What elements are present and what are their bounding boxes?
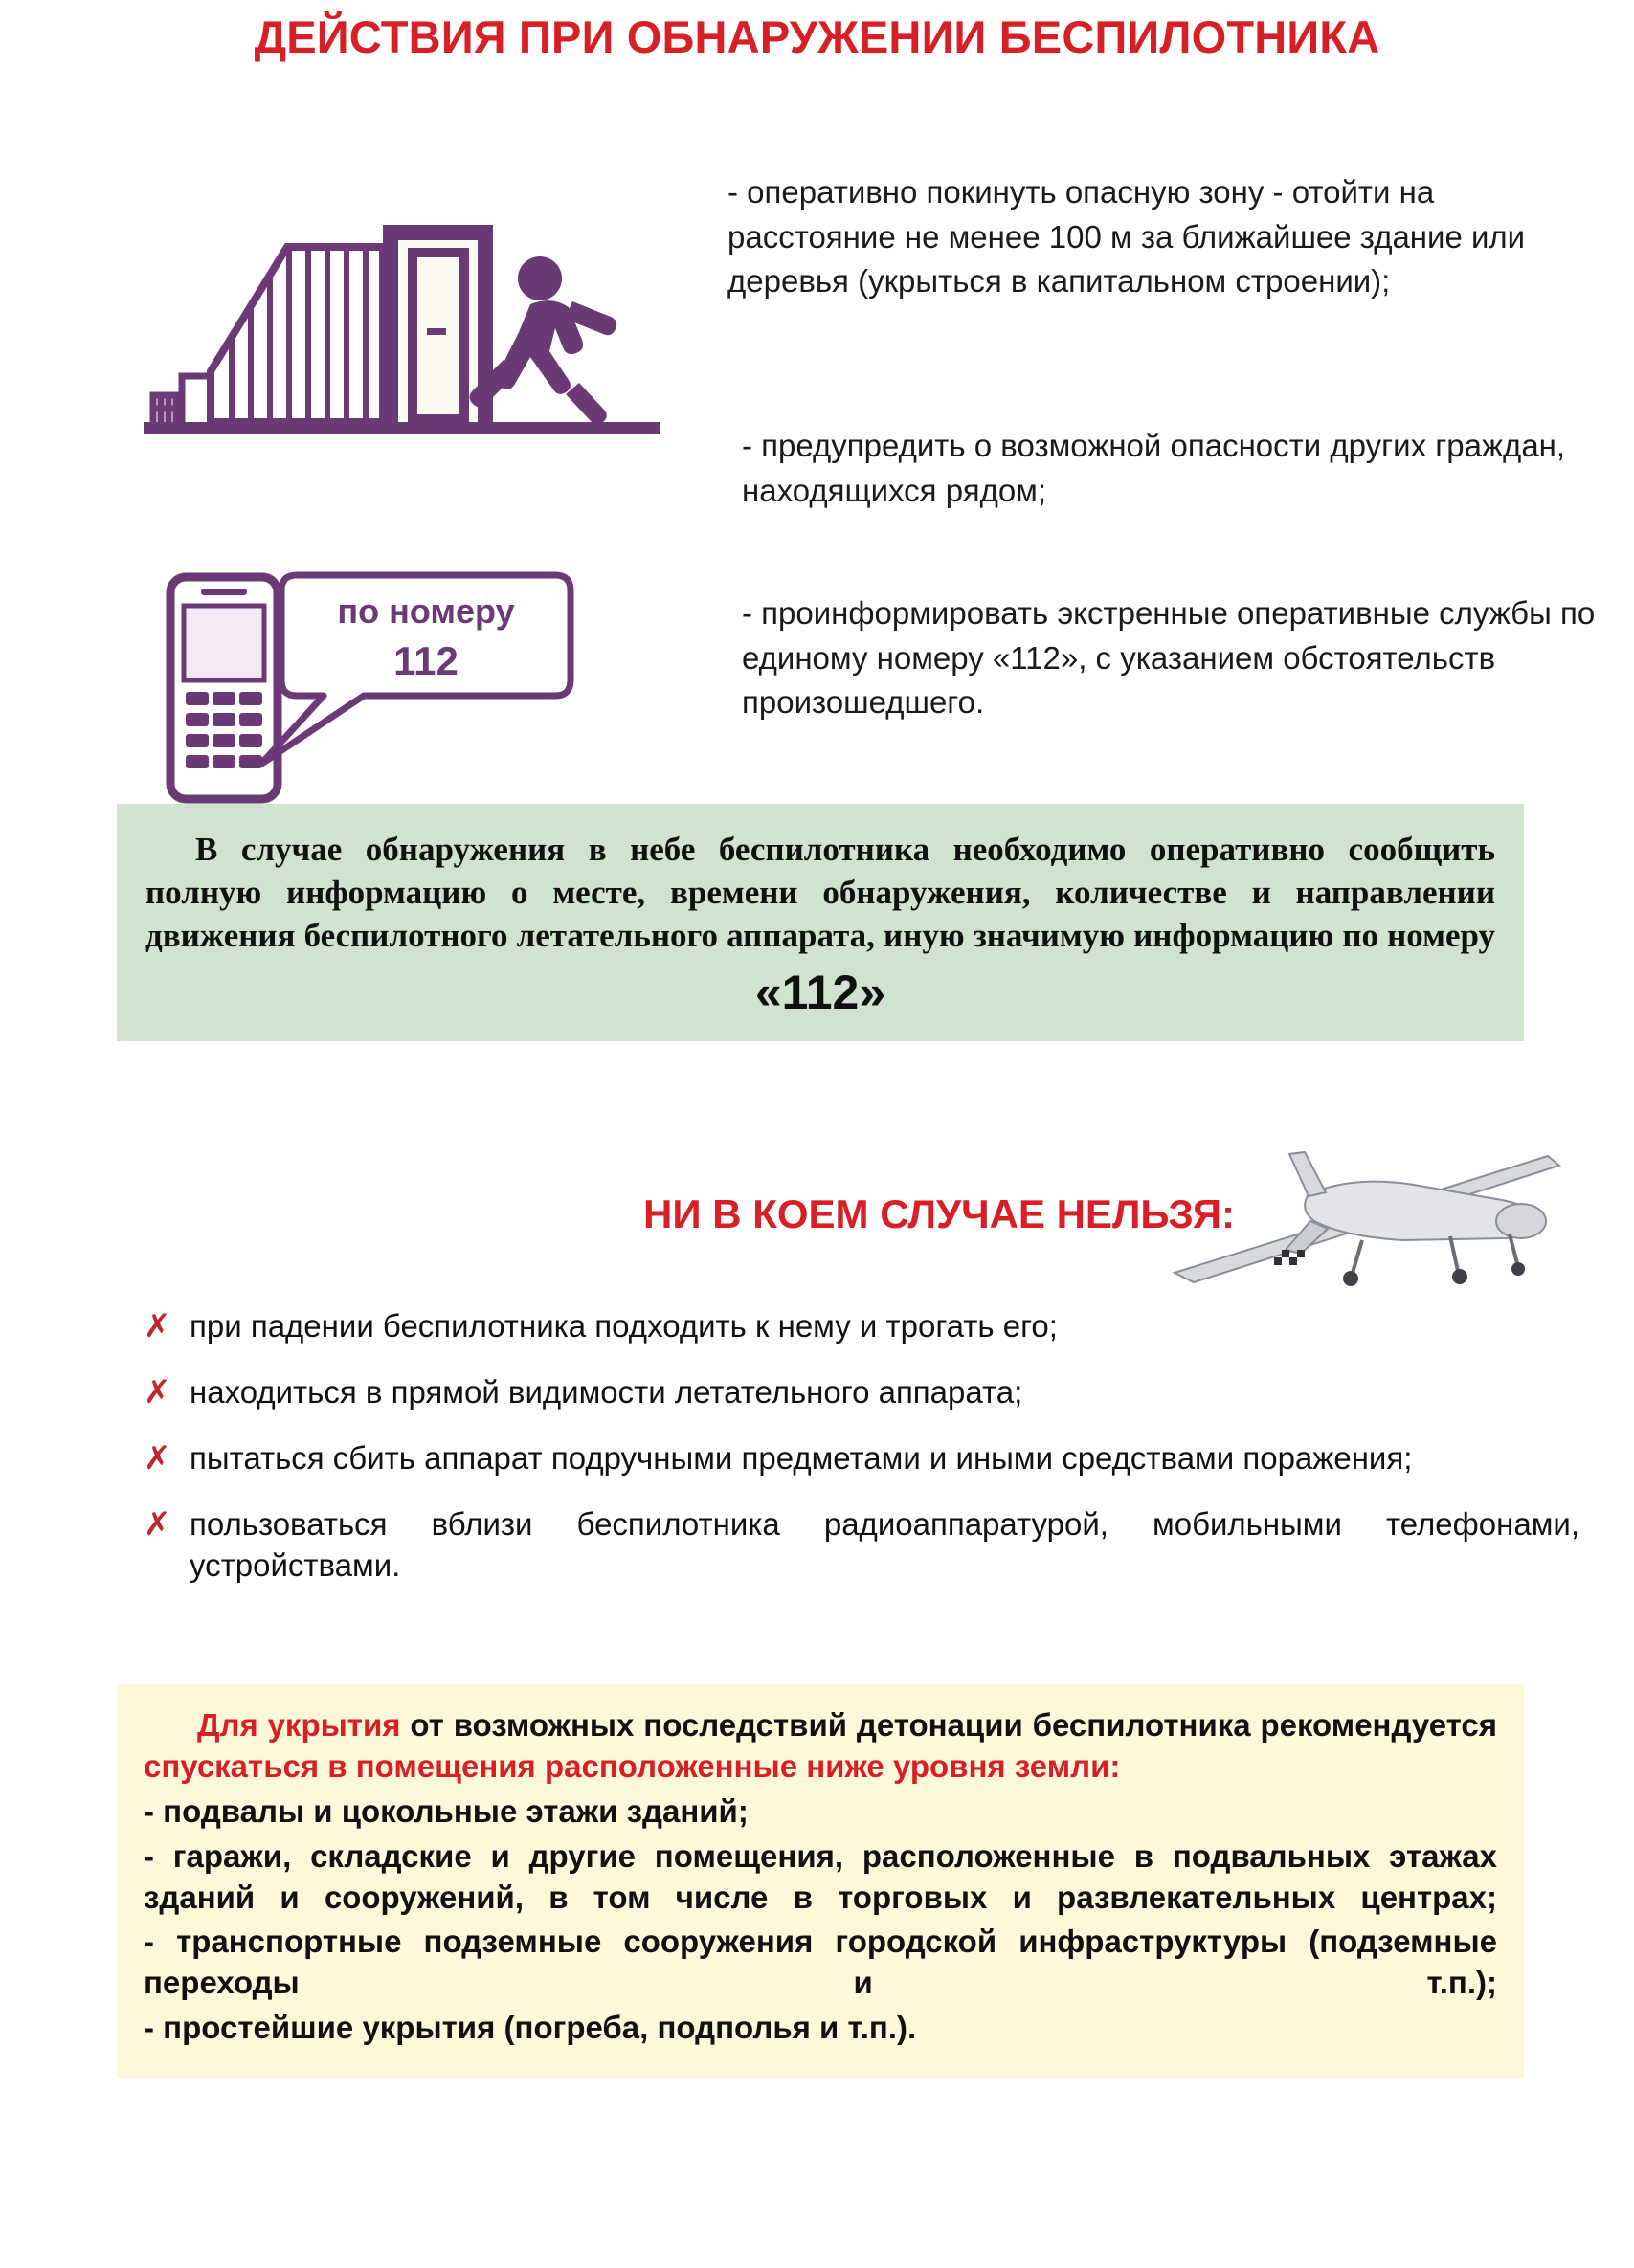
list-item <box>144 1504 1579 1587</box>
green-callout-number: «112» <box>754 966 886 1020</box>
forbidden-item-text: при падении беспилотника подходить к нему и трогать его; <box>190 1308 1058 1344</box>
forbidden-title: НИ В КОЕМ СЛУЧАЕ НЕЛЬЗЯ: <box>643 1191 1235 1236</box>
shelter-box <box>117 1684 1524 2078</box>
cross-icon: ✗ <box>144 1438 171 1478</box>
shelter-lead-black-2: рекомендуется <box>1260 1707 1498 1743</box>
shelter-lead-red-2: спускаться в помещения расположенные ниже уровня земли: <box>144 1747 1121 1784</box>
forbidden-list <box>144 1306 1579 1611</box>
action-item-1: - оперативно покинуть опасную зону - отойти на расстояние не менее 100 м за ближайшее здание или деревья (укрыться в капитальном строении); <box>727 174 1526 299</box>
top-section <box>0 60 1634 797</box>
phone-call-112-icon <box>153 567 689 816</box>
action-item-2: - предупредить о возможной опасности других граждан, находящихся рядом; <box>742 428 1566 508</box>
callout-number: 112 <box>393 638 459 684</box>
forbidden-item-text: пытаться сбить аппарат подручными предметами и иными средствами поражения; <box>190 1439 1413 1476</box>
list-item <box>144 1438 1579 1479</box>
shelter-item: - гаражи, складские и другие помещения, расположенные в подвальных этажах зданий и сооружений, в том числе в торговых и развлекательных центрах; <box>144 1837 1497 1915</box>
action-item-3: - проинформировать экстренные оперативные службы по единому номеру «112», с указанием обстоятельств произошедшего. <box>742 595 1596 720</box>
shelter-item: - подвалы и цокольные этажи зданий; <box>144 1792 749 1829</box>
shelter-lead <box>144 1705 1497 1788</box>
person-leaving-building-icon <box>144 156 680 462</box>
forbidden-item-text: пользоваться вблизи беспилотника радиоаппаратурой, мобильными телефонами, устройствами. <box>190 1505 1579 1583</box>
list-item <box>144 1372 1579 1413</box>
green-callout-box <box>117 804 1524 1041</box>
list-item <box>144 1306 1579 1347</box>
shelter-item: - простейшие укрытия (погреба, подполья и т.п.). <box>144 2010 917 2046</box>
callout-label: по номеру <box>337 591 515 632</box>
forbidden-item-text: находиться в прямой видимости летательного аппарата; <box>190 1373 1023 1410</box>
cross-icon: ✗ <box>144 1372 171 1412</box>
cross-icon: ✗ <box>144 1504 171 1544</box>
green-callout-text: В случае обнаружения в небе беспилотника необходимо оперативно сообщить полную информацию о месте, времени обнаружения, количестве и направлении движения беспилотного летательного аппарата, иную значимую информацию по номеру <box>145 831 1495 954</box>
drone-icon <box>1165 1129 1567 1321</box>
cross-icon: ✗ <box>144 1307 171 1345</box>
shelter-lead-red-1: Для укрытия <box>197 1707 401 1743</box>
page-title: ДЕЙСТВИЯ ПРИ ОБНАРУЖЕНИИ БЕСПИЛОТНИКА <box>254 11 1380 62</box>
shelter-item: - транспортные подземные сооружения городской инфраструктуры (подземные переходы и т.п.); <box>144 1923 1497 2001</box>
shelter-lead-black-1: от возможных последствий детонации беспилотника <box>400 1707 1251 1743</box>
